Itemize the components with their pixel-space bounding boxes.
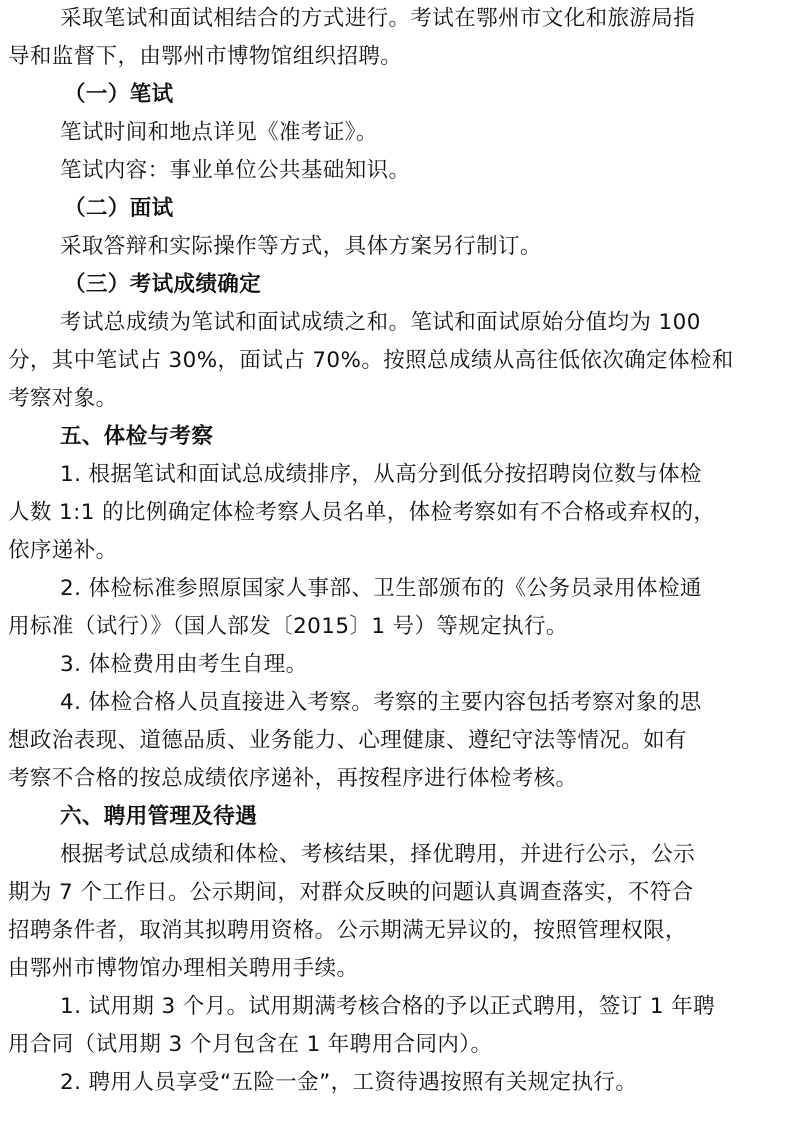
paragraph-exam-standard-line-1: 2. 体检标准参照原国家人事部、卫生部颁布的《公务员录用体检通 [60, 576, 702, 601]
paragraph-exam-method-line-2: 导和监督下，由鄂州市博物馆组织招聘。 [8, 44, 403, 69]
section-heading-physical-exam: 五、体检与考察 [60, 424, 214, 449]
paragraph-probation-line-1: 1. 试用期 3 个月。试用期满考核合格的予以正式聘用，签订 1 年聘 [60, 994, 716, 1019]
section-heading-employment: 六、聘用管理及待遇 [60, 804, 258, 829]
paragraph-ranking-line-3: 依序递补。 [8, 538, 118, 563]
subheading-written-exam: （一）笔试 [64, 82, 174, 107]
paragraph-hiring-line-1: 根据考试总成绩和体检、考核结果，择优聘用，并进行公示，公示 [60, 842, 696, 867]
paragraph-written-exam-time: 笔试时间和地点详见《准考证》。 [60, 120, 378, 145]
subheading-score-determination: （三）考试成绩确定 [64, 272, 262, 297]
paragraph-exam-standard-line-2: 用标准（试行）》（国人部发〔2015〕1 号）等规定执行。 [8, 614, 568, 639]
paragraph-score-line-2: 分，其中笔试占 30%，面试占 70%。按照总成绩从高往低依次确定体检和 [8, 348, 734, 373]
paragraph-inspection-line-1: 4. 体检合格人员直接进入考察。考察的主要内容包括考察对象的思 [60, 690, 702, 715]
paragraph-probation-line-2: 用合同（试用期 3 个月包含在 1 年聘用合同内）。 [8, 1032, 493, 1057]
paragraph-exam-fee: 3. 体检费用由考生自理。 [60, 652, 308, 677]
paragraph-exam-method-line-1: 采取笔试和面试相结合的方式进行。考试在鄂州市文化和旅游局指 [60, 6, 696, 31]
paragraph-hiring-line-2: 期为 7 个工作日。公示期间，对群众反映的问题认真调查落实，不符合 [8, 880, 694, 905]
paragraph-inspection-line-2: 想政治表现、道德品质、业务能力、心理健康、遵纪守法等情况。如有 [8, 728, 687, 753]
subheading-interview: （二）面试 [64, 196, 174, 221]
paragraph-score-line-3: 考察对象。 [8, 386, 118, 411]
paragraph-written-exam-content: 笔试内容：事业单位公共基础知识。 [60, 158, 411, 183]
paragraph-ranking-line-1: 1. 根据笔试和面试总成绩排序，从高分到低分按招聘岗位数与体检 [60, 462, 702, 487]
paragraph-interview-method: 采取答辩和实际操作等方式，具体方案另行制订。 [60, 234, 542, 259]
paragraph-score-line-1: 考试总成绩为笔试和面试成绩之和。笔试和面试原始分值均为 100 [60, 310, 701, 335]
paragraph-inspection-line-3: 考察不合格的按总成绩依序递补，再按程序进行体检考核。 [8, 766, 578, 791]
paragraph-ranking-line-2: 人数 1:1 的比例确定体检考察人员名单，体检考察如有不合格或弃权的， [8, 500, 716, 525]
paragraph-benefits: 2. 聘用人员享受“五险一金”，工资待遇按照有关规定执行。 [60, 1070, 638, 1095]
paragraph-hiring-line-3: 招聘条件者，取消其拟聘用资格。公示期满无异议的，按照管理权限， [8, 918, 687, 943]
paragraph-hiring-line-4: 由鄂州市博物馆办理相关聘用手续。 [8, 956, 359, 981]
